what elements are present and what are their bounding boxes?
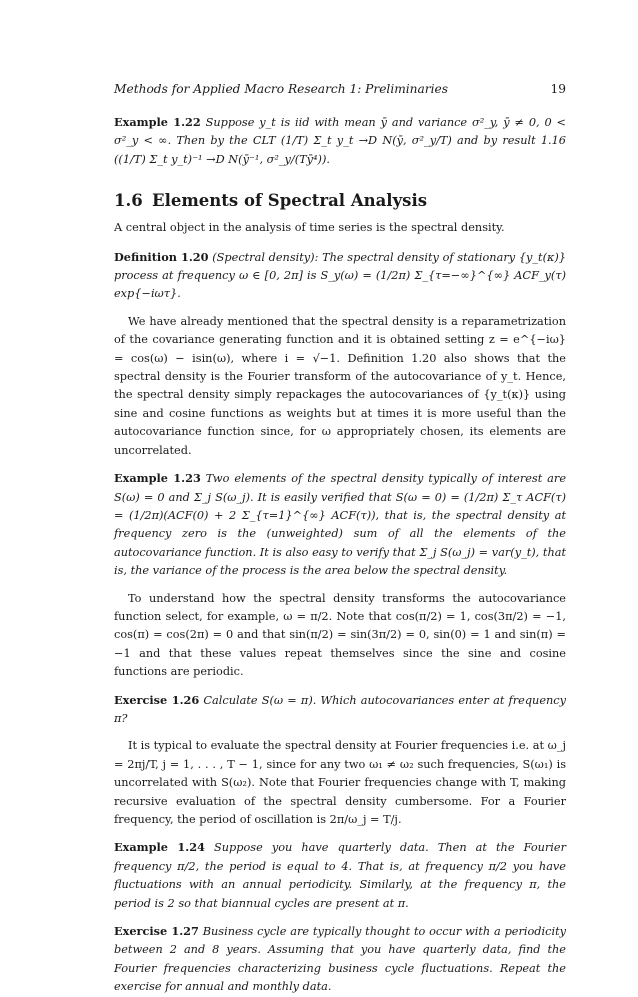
section-heading [114, 191, 566, 210]
paragraph-transform: To understand how the spectral density transforms the autocovariance function select, for example, ω = π/2. Note that cos(π/2) = 1, cos(3π/2) = −1, cos(π) = cos(2π) = 0 and that sin(π/2) = sin(3π/2) = 0, sin(0) = 1 and sin(π) = −1 and that these values repeat themselves since the sine and cosine functions are periodic. [114, 591, 566, 679]
exercise-label: Exercise 1.27 [114, 924, 199, 939]
example-1-24 [114, 838, 566, 913]
running-title: Methods for Applied Macro Research 1: Preliminaries [114, 82, 448, 96]
exercise-text: Calculate S(ω = π). Which autocovariances enter at frequency π? [114, 693, 566, 725]
example-1-22 [114, 113, 566, 169]
running-header [114, 82, 566, 102]
page-number: 19 [550, 82, 566, 96]
example-1-23 [114, 469, 566, 580]
example-text: Suppose y_t is iid with mean ȳ and variance σ²_y, ȳ ≠ 0, 0 < σ²_y < ∞. Then by the CLT (1/T) Σ_t y_t →D N(ȳ, σ²_y/T) and by result 1.16 ((1/T) Σ_t y_t)⁻¹ →D N(ȳ⁻¹, σ²_y/(Tȳ⁴)). [114, 116, 567, 166]
definition-label: Definition 1.20 [114, 249, 209, 264]
exercise-1-26 [114, 691, 566, 729]
section-number: 1.6 [114, 191, 143, 211]
example-text: Suppose you have quarterly data. Then at the Fourier frequency π/2, the period is equal to 4. That is, at frequency π/2 you have fluctuations with an annual periodicity. Similarly, at the frequency π, the period is 2 so that biannual cycles are present at π. [114, 841, 566, 910]
paragraph-spectral-density: We have already mentioned that the spectral density is a reparametrization of the covariance generating function and it is obtained setting z = e^{−iω} = cos(ω) − isin(ω), where i = √−1. Definition 1.20 also shows that the spectral density is the Fourier transform of the autocovariance of y_t. Hence, the spectral density simply repackages the autocovariances of {y_t(κ)} using sine and cosine functions as weights but at times it is more useful than the autocovariance function since, for ω appropriately chosen, its elements are uncorrelated. [114, 314, 566, 457]
section-intro: A central object in the analysis of time series is the spectral density. [114, 221, 505, 235]
example-label: Example 1.23 [114, 471, 201, 486]
section-title: Elements of Spectral Analysis [152, 191, 428, 211]
page [114, 82, 566, 997]
example-text: Two elements of the spectral density typically of interest are S(ω) = 0 and Σ_j S(ω_j). It is easily verified that S(ω = 0) = (1/2π) Σ_τ ACF(τ) = (1/2π)(ACF(0) + 2 Σ_{τ=1}^{∞} ACF(τ)), that is, the spectral density at frequency zero is the (unweighted) sum of all the elements of the autocovariance function. It is also easy to verify that Σ_j S(ω_j) = var(y_t), that is, the variance of the process is the area below the spectral density. [114, 472, 567, 578]
example-label: Example 1.24 [114, 840, 205, 855]
exercise-text: Business cycle are typically thought to occur with a periodicity between 2 and 8 years. Assuming that you have quarterly data, find the Fourier frequencies characterizing business cycle fluctuations. Repeat the exercise for annual and monthly data. [114, 925, 567, 994]
paragraph-fourier-frequencies: It is typical to evaluate the spectral density at Fourier frequencies i.e. at ω_j = 2πj/T, j = 1, . . . , T − 1, since for any two ω₁ ≠ ω₂ such frequencies, S(ω₁) is uncorrelated with S(ω₂). Note that Fourier frequencies change with T, making recursive evaluation of the spectral density cumbersome. For a Fourier frequency, the period of oscillation is 2π/ω_j = T/j. [114, 739, 566, 826]
exercise-1-27 [114, 922, 566, 997]
definition-text: (Spectral density): The spectral density of stationary {y_t(κ)} process at frequency ω ∈ [0, 2π] is S_y(ω) = (1/2π) Σ_{τ=−∞}^{∞} ACF_y(τ) exp{−iωτ}. [114, 250, 566, 301]
exercise-label: Exercise 1.26 [114, 692, 200, 707]
definition-1-20 [114, 248, 566, 304]
example-label: Example 1.22 [114, 115, 201, 129]
